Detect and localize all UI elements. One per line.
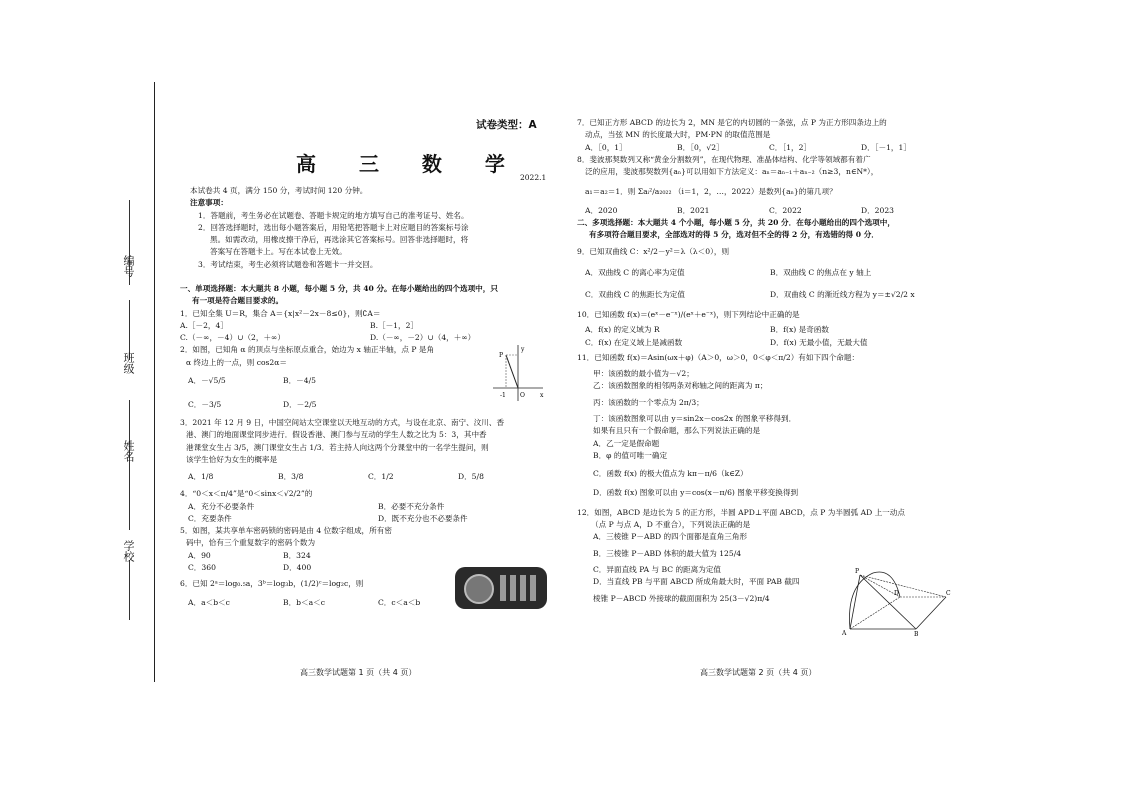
question-3: 港课堂女生占 3/5，澳门课堂女生占 1/3．若主持人向这两个分课堂中的一名学生提问，则 [186, 442, 489, 452]
angle-figure [488, 343, 548, 405]
option: C．2022 [769, 205, 802, 215]
page-footer-left: 高三数学试题第 1 页（共 4 页） [300, 668, 417, 677]
option: A．充分不必要条件 [188, 501, 255, 511]
option: A．双曲线 C 的离心率为定值 [585, 267, 685, 277]
note-line: 注意事项： [190, 198, 228, 208]
fig-label: A [842, 630, 847, 637]
option: B．［0，√2］ [677, 142, 724, 152]
note-line: 3．考试结束，考生必须将试题卷和答题卡一并交回。 [198, 259, 378, 269]
note-line: 1．答题前，考生务必在试题卷、答题卡规定的地方填写自己的准考证号、姓名。 [198, 210, 469, 220]
option: C.（－∞，－4）∪（2，＋∞） [180, 333, 285, 343]
option: A．f(x) 的定义域为 R [585, 325, 660, 335]
option: C．异面直线 PA 与 BC 的距离为定值 [593, 565, 722, 575]
fig-label: C [946, 590, 951, 597]
proposition: 丙：该函数的一个零点为 2π/3； [593, 397, 704, 407]
option: 棱锥 P－ABCD 外接球的截面面积为 25(3－√2)π/4 [593, 593, 770, 603]
option: C．－3/5 [188, 399, 222, 409]
q1-options [180, 320, 560, 332]
note-line: 2．回答选择题时，选出每小题答案后，用铅笔把答题卡上对应题目的答案标号涂 [198, 222, 469, 232]
option: A.［－2，4］ [180, 320, 228, 330]
edge-ad [850, 597, 900, 629]
question-8: 8．斐波那契数列又称“黄金分割数列”，在现代物理、准晶体结构、化学等领域都有着广 [577, 154, 871, 164]
section-heading: 二、多项选择题：本大题共 4 个小题，每小题 5 分，共 20 分．在每小题给出的四个选项中， [577, 218, 895, 228]
left-column [180, 283, 560, 609]
proposition: 甲：该函数的最小值为－√2； [593, 369, 694, 379]
page-footer-right: 高三数学试题第 2 页（共 4 页） [700, 668, 817, 677]
option: D．函数 f(x) 图象可以由 y＝cos(x－π/6) 图象平移变换得到 [593, 487, 799, 497]
option: B.［－1，2］ [370, 320, 419, 330]
edge-bc [916, 597, 946, 629]
option: D．双曲线 C 的渐近线方程为 y＝±√2/2 x [770, 289, 915, 299]
q10-options [577, 337, 952, 349]
exam-date: 2022.1 [520, 173, 547, 182]
question-12: （点 P 与点 A，D 不重合），下列说法正确的是 [591, 520, 751, 530]
question-11: 11．已知函数 f(x)＝Asin(ωx＋φ)（A＞0，ω＞0，0＜φ＜π/2）有如下四个命题： [577, 352, 860, 362]
edge-pc [860, 575, 946, 597]
binding-line [154, 82, 155, 682]
option: C．1/2 [368, 472, 394, 482]
question-7: 动点，当弦 MN 的长度最大时，PM·PN 的取值范围是 [585, 130, 771, 140]
option: B．必要不充分条件 [378, 501, 445, 511]
fig-label: x [540, 392, 544, 399]
question-3: 该学生恰好为女生的概率是 [186, 454, 278, 464]
question-2: α 终边上的一点，则 cos2α＝ [186, 357, 287, 367]
option: A．［0，1］ [585, 142, 627, 152]
option: B．2021 [677, 205, 710, 215]
field-line [129, 300, 130, 360]
question-4: 4．“0＜x＜π/4”是“0＜sinx＜√2/2”的 [180, 489, 313, 499]
q10-options [577, 324, 952, 336]
question-6: 6．已知 2ᵃ＝log₀.₅a，3ᵇ＝log₃b，(1/2)ᶜ＝log₂c，则 [180, 579, 364, 589]
option: C．360 [188, 563, 216, 573]
question-3: 3．2021 年 12 月 9 日，中国空间站太空课堂以天地互动的方式，与设在北京、南宁、汶川、香 [180, 418, 505, 428]
edge-pa [850, 575, 860, 629]
proposition: 如果有且只有一个假命题，那么下列说法正确的是 [593, 426, 761, 436]
option: A．a＜b＜c [188, 597, 230, 607]
option: D．f(x) 无最小值，无最大值 [770, 337, 868, 347]
lock-dial [464, 574, 494, 604]
section-heading: 一、单项选择题：本大题共 8 小题，每小题 5 分，共 40 分。在每小题给出的四个选项中，只 [180, 284, 498, 293]
option: B．三棱锥 P－ABD 体积的最大值为 125/4 [593, 548, 742, 558]
option: D．当直线 PB 与平面 ABCD 所成角最大时，平面 PAB 截四 [593, 577, 800, 587]
option: A．－√5/5 [188, 375, 226, 385]
option: D．400 [283, 563, 312, 573]
option: A．乙一定是假命题 [593, 438, 660, 448]
fig-label: B [914, 631, 919, 637]
q4-options [180, 513, 560, 525]
note-line: 答案写在答题卡上。写在本试卷上无效。 [210, 247, 347, 257]
option: B．双曲线 C 的焦点在 y 轴上 [770, 267, 872, 277]
option: C．c＜a＜b [378, 597, 421, 607]
note-line: 黑。如需改动，用橡皮擦干净后，再选涂其它答案标号。回答非选择题时，将 [210, 235, 469, 245]
fig-label: O [520, 392, 525, 399]
option: B．f(x) 是奇函数 [770, 325, 829, 335]
fig-label: P [855, 568, 860, 575]
q9-options [577, 284, 952, 306]
option: D．既不充分也不必要条件 [378, 513, 468, 523]
semicircle-arc [849, 572, 900, 629]
question-7: 7．已知正方形 ABCD 的边长为 2，MN 是它的内切圆的一条弦，点 P 为正方形四条边上的 [577, 118, 887, 127]
page-title: 高 三 数 学 [296, 152, 523, 176]
q4-options [180, 501, 560, 513]
option: C．函数 f(x) 的极大值点为 kπ－π/6（k∈Z） [593, 469, 748, 479]
section-heading: 有多项符合题目要求，全部选对的得 5 分，选对但不全的得 2 分，有选错的得 0 分． [589, 230, 879, 240]
q3-options [180, 466, 560, 488]
q9-options [577, 262, 952, 284]
q8-options [577, 205, 952, 217]
pyramid-figure [838, 565, 953, 637]
option: D.（－∞，－2）∪（4，＋∞） [370, 333, 476, 343]
terminal-side [506, 355, 518, 388]
q7-options [577, 142, 952, 154]
option: C．充要条件 [188, 513, 232, 523]
option: C．f(x) 在定义域上是减函数 [585, 337, 683, 347]
option: B．324 [283, 550, 311, 560]
binding-field-id: 编号 [122, 255, 135, 277]
question-9: 9．已知双曲线 C：x²/2－y²＝λ（λ＜0），则 [577, 246, 730, 256]
lock-image [455, 567, 547, 609]
option: A．1/8 [188, 472, 214, 482]
option: D．－2/5 [283, 399, 317, 409]
notes [190, 185, 560, 271]
note-line: 本试卷共 4 页，满分 150 分，考试时间 120 分钟。 [190, 186, 368, 195]
section-heading: 有一项是符合题目要求的。 [192, 296, 284, 306]
option: B．－4/5 [283, 375, 316, 385]
field-line [129, 560, 130, 620]
field-line [129, 400, 130, 530]
proposition: 丁：该函数图象可以由 y＝sin2x－cos2x 的图象平移得到． [593, 414, 797, 424]
question-5: 码中，恰有三个重复数字的密码个数为 [186, 538, 316, 548]
binding-field-name: 姓名 [122, 440, 135, 462]
option: A．2020 [585, 205, 618, 215]
binding-field-class: 班级 [122, 352, 135, 374]
proposition: 乙：该函数图象的相邻两条对称轴之间的距离为 π； [593, 381, 768, 391]
q5-options [180, 550, 560, 562]
option: A．90 [188, 550, 211, 560]
edge-pb [860, 575, 916, 629]
option: D．［－1，1］ [861, 142, 911, 152]
option: C．［1，2］ [769, 142, 812, 152]
option: C．双曲线 C 的焦距长为定值 [585, 289, 685, 299]
option: B．φ 的值可唯一确定 [593, 450, 668, 460]
question-5: 5．如图，某共享单车密码锁的密码是由 4 位数字组成，所有密 [180, 526, 392, 536]
fig-label: P [499, 352, 504, 359]
option: A．三棱锥 P－ABD 的四个面都是直角三角形 [593, 532, 748, 542]
question-10: 10．已知函数 f(x)＝(eˣ－e⁻ˣ)/(eˣ＋e⁻ˣ)，则下列结论中正确的是 [577, 309, 800, 319]
lock-keypad [500, 575, 540, 601]
question-8: 泛的应用，斐波那契数列{aₙ}可以用如下方法定义：aₙ＝aₙ₋₁＋aₙ₋₂（n≥3，n∈N*）， [585, 167, 879, 177]
fig-label: -1 [500, 392, 506, 399]
binding-field-school: 学校 [122, 540, 135, 562]
fig-label: D [894, 590, 899, 597]
question-12: 12．如图，ABCD 是边长为 5 的正方形，半圆 APD⊥平面 ABCD，点 P 为半圆弧 AD 上一动点 [577, 507, 905, 517]
option: B．b＜a＜c [283, 597, 326, 607]
question-2: 2．如图，已知角 α 的顶点与坐标原点重合，始边为 x 轴正半轴，点 P 是角 [180, 345, 435, 355]
exam-type: 试卷类型：A [476, 119, 537, 131]
question-1: 1．已知全集 U＝R，集合 A＝{x|x²－2x－8≤0}，则∁A＝ [180, 308, 381, 318]
right-column [577, 117, 952, 605]
option: D．5/8 [458, 472, 484, 482]
option: B．3/8 [278, 472, 304, 482]
question-8: a₁＝a₂＝1．则 Σaᵢ²/a₂₀₂₂ （i＝1，2，…，2022）是数列{aₙ}的第几项？ [585, 187, 837, 197]
question-3: 港、澳门的地面课堂同步进行．假设香港、澳门参与互动的学生人数之比为 5：3，其中香 [186, 430, 487, 440]
fig-label: y [521, 346, 525, 353]
option: D．2023 [861, 205, 895, 215]
